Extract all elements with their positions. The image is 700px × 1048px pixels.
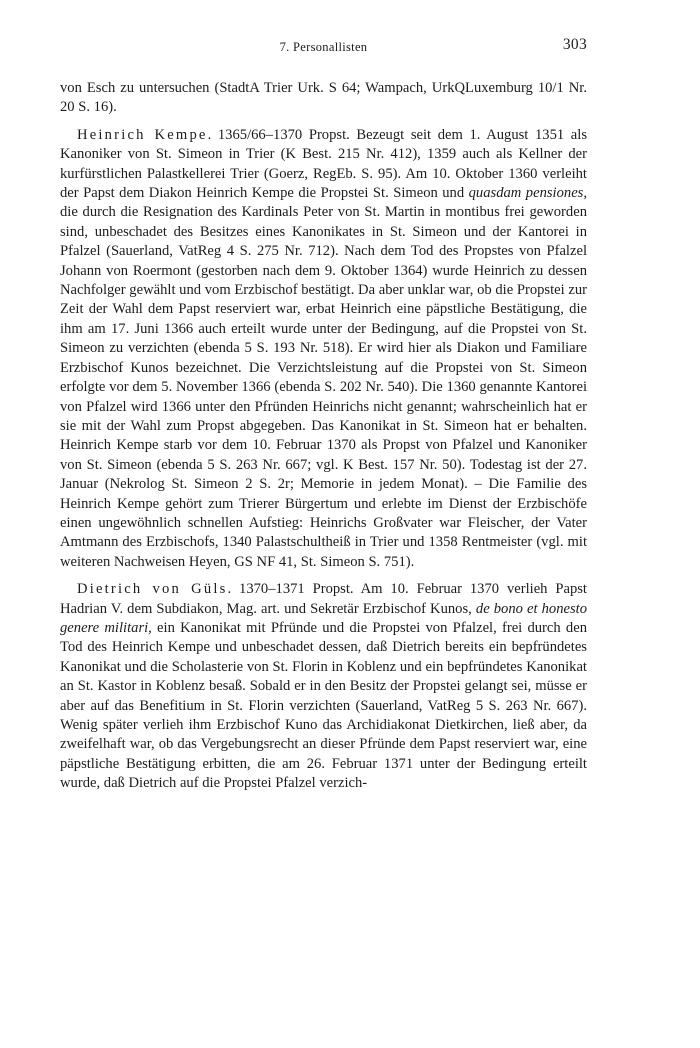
running-head — [60, 38, 587, 62]
latin-quote: quasdam pensiones, — [468, 185, 587, 202]
paragraph-continuation: von Esch zu untersuchen (StadtA Trier Urk. S 64; Wampach, UrkQLuxemburg 10/1 Nr. 20 S. 16). — [60, 80, 587, 116]
page-number: 303 — [562, 36, 587, 53]
entry-heinrich-kempe — [60, 126, 587, 572]
running-head-title: 7. Personallisten — [279, 40, 368, 54]
book-page — [60, 38, 587, 794]
entry-dietrich-von-guels — [60, 580, 587, 793]
entry-text: ein Kanonikat mit Pfründe und die Propstei von Pfalzel, frei durch den Tod des Heinrich Kempe und unbeschadet dessen, daß Dietrich bereits ein bepfründetes Kanonikat und die Scholasterie von St. Florin in Koblenz und ein bepfründetes Kanonikat an St. Kastor in Koblenz besaß. Sobald er in den Besitz der Propstei gelangt sei, müsse er aber auf das Benefitium in St. Florin verzichten (Sauerland, VatReg 5 S. 263 Nr. 667). Wenig später verlieh ihm Erzbischof Kuno das Archidiakonat Dietkirchen, ließ aber, da zweifelhaft war, ob das Vergebungsrecht an dieser Pfründe dem Papst reserviert war, eine päpstliche Bestätigung erbitten, die am 26. Februar 1371 unter der Bedingung erteilt wurde, daß Dietrich auf die Propstei Pfalzel verzich- — [60, 619, 587, 792]
entry-text: . 1370–1371 Propst. Am 10. Februar 1370 verlieh Papst Hadrian V. dem Subdiakon, Mag. art. und Sekretär Erzbischof Kunos, — [60, 581, 587, 617]
entry-name: Heinrich Kempe — [77, 126, 208, 143]
entry-name: Dietrich von Güls — [77, 581, 228, 598]
entry-text: die durch die Resignation des Kardinals Peter von St. Martin in montibus frei geworden sind, unbeschadet des Besitzes eines Kanonikates in St. Simeon und der Kantorei in Pfalzel (Sauerland, VatReg 4 S. 275 Nr. 712). Nach dem Tod des Propstes von Pfalzel Johann von Roermont (gestorben nach dem 9. Oktober 1364) wurde Heinrich zu dessen Nachfolger gewählt und vom Erzbischof bestätigt. Da aber unklar war, ob die Propstei zur Zeit der Wahl dem Papst reserviert war, erbat Heinrich eine päpstliche Bestätigung, die ihm am 17. Juni 1366 auch erteilt wurde unter der Bedingung, auf die Propstei von St. Simeon zu verzichten (ebenda 5 S. 193 Nr. 518). Er wird hier als Diakon und Familiare Erzbischof Kunos bezeichnet. Die Verzichtsleistung auf die Propstei von St. Simeon erfolgte vor dem 5. November 1366 (ebenda S. 202 Nr. 540). Die 1360 genannte Kantorei von Pfalzel wird 1366 unter den Pfründen Heinrichs nicht genannt; wahrscheinlich hat er sie mit der Wahl zum Propst abgegeben. Das Kanonikat in St. Simeon hat er behalten. Heinrich Kempe starb vor dem 10. Februar 1370 als Propst von Pfalzel und Kanoniker von St. Simeon (ebenda 5 S. 263 Nr. 667; vgl. K Best. 157 Nr. 50). Todestag ist der 27. Januar (Nekrolog St. Simeon 2 S. 2r; Memorie in jedem Monat). – Die Familie des Heinrich Kempe gehört zum Trierer Bürgertum und erlebte im Dienst der Erzbischöfe einen ungewöhnlich schnellen Aufstieg: Heinrichs Großvater war Fleischer, der Vater Amtmann des Erzbischofs, 1340 Palastschultheiß in Trier und 1358 Rentmeister (vgl. mit weiteren Nachweisen Heyen, GS NF 41, St. Simeon S. 751). — [60, 204, 587, 570]
latin-quote: de bono et honesto genere militari, — [60, 600, 587, 636]
body-text — [60, 79, 587, 794]
entry-text: . 1365/66–1370 Propst. Bezeugt seit dem 1. August 1351 als Kanoniker von St. Simeon in Trier (K Best. 215 Nr. 412), 1359 auch als Kellner der kurfürstlichen Palastkellerei Trier (Goerz, RegEb. S. 95). Am 10. Oktober 1360 verleiht der Papst dem Diakon Heinrich Kempe die Propstei St. Simeon und — [60, 126, 587, 202]
